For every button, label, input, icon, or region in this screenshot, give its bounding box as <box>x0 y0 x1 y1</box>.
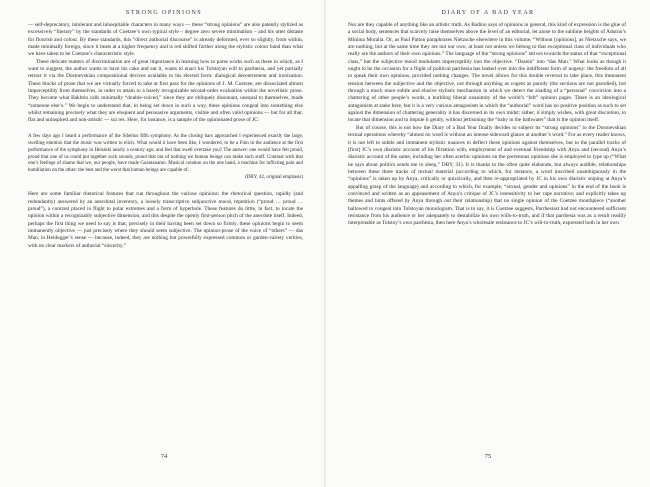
left-page <box>4 0 324 487</box>
paragraph: Nor are they capable of anything like an artistic truth. As Badiou says of opinions in general, this kind of expression is the glue of a social body, sentences that scarcely raise themselves above the level of an editorial, let alone to the sublime heights of Adorno’s Minima Moralia. Or, as Paul Patton paraphrases Nietzsche elsewhere in this volume, “Without [opinions], as Nietzsche says, we are nothing, but at the same time they are not our own, at least not unless we belong to that exceptional class of individuals who really are the authors of their own opinions.” The language of the “strong opinions” strives towards the status of that “exceptional class,” but the subjective mood modulates imperceptibly into the objective. “Dasein” into “das Man.” What looks as though it ought to be the occasion for a flight of political parrhesia has leaked over into the indifferent form of nogeny: the freedom of all to speak their own opinions, provided nothing changes. The novel allows for this double reversal to take place, this immanent tension between the subjective and the objective, not through anything as cogent as parody (the sections are not parodied), but through a much more subtle and elusive stylistic mechanism in which we detect the shading of a “personal” conviction into a chattering of other people’s words, a burbling liberal unanimity of the world’s “left” opinion pages. There is an ideological antagonism at stake here, but it is a very curious antagonism in which the “authorial” word has no positive position as such to set against the dimension of chattering generality it has discerned in its own midst; rather, it simply wishes, with great discretion, to locate that dimension and to impute it gently, without jettisoning the “baby in the bathwater” that is the opinion itself. <box>348 22 626 124</box>
page-number-right: 75 <box>484 453 492 460</box>
right-page-body <box>348 22 626 228</box>
running-head-right: DIARY OF A BAD YEAR <box>441 9 535 16</box>
running-head-left: STRONG OPINIONS <box>125 9 203 16</box>
paragraph: Here are some familiar rhetorical features that run throughout the various opinions: the rhetorical question, rapidly (and redundantly) answered by an anecdotal inventory, a loosely transcriptive subjunctive mood, repetition (“proud … proud … proud”), a contrast placed in flight to polar extremes and a form of hyperbole. These features do little, in fact, to locate the opinion within a recognizably subjective dimension, and this despite the openly first-person pitch of the anecdote itself. Indeed, perhaps the first thing we need to say is that, precisely in their having been set down so firmly, these opinions begin to seem immanently objective — just precisely where they should seem subjective. The opinion-prose of the voice of “others” — das Man, in Heidegger’s sense — because, indeed, they are nothing but powerfully expressed common or garden-variety verities, with no clear markers of authorial “sincerity.” <box>28 191 303 249</box>
block-quote-text: A few days ago I heard a performance of the Sibelius fifth symphony. As the closing bars approached I experienced exactly the large, swelling emotion that the music was written to elicit. What would it have been like, I wondered, to be a Finn in the audience at the first performance of the symphony in Helsinki nearly a century ago, and feel that swell overtake you? The answer: one would have felt proud, proud that one of us could put together such sounds, proud that out of nothing we human beings can make such stuff. Contrast with that one’s feelings of shame that we, our people, have made Guantanamo. Musical creation on the one hand, a machine for inflicting pain and humiliation on the other: the best and the worst that human beings are capable of. <box>28 133 303 174</box>
right-page <box>328 0 648 487</box>
gutter-shadow <box>324 0 326 487</box>
paragraph: These delicate matters of discrimination are of great importance in learning how to parse works such as these in which, as I want to suggest, the author wants to have his cake and eat it, wants to enact his Tolstoyan will to parrhesia, and yet partially retract it via the Dostoevskian compositional devices available to his elected form: dialogical decentrement and ironization. These blocks of prose that we are virtually forced to take at first pass for the opinions of J. M. Coetzee, are dissociated almost imperceptibly from themselves, in order to attain to a barely recognizable second-order evaluation within the novelistic prose. They become what Bakhtin calls minimally “double-voiced,” since they are obliquely dissonant, unequal to themselves, made “someone else’s.” We begin to understand that, in being set down in such a way, these opinions congeal into something else whilst remaining precisely what they are eloquent and persuasive arguments, visible and often valid opinions — but for all that, flat and uninspired and non-artistic — sui res. Here, for instance, is a sample of the opinionated prose of JC: <box>28 58 303 124</box>
paragraph: — self-deprecatory, intolerant and inhospitable characters in many ways — these “strong opinions” are also patently stylized as excessively “literary” by the standards of Coetzee’s own typical style – degree zero severe minimalism – and his utter distaste for flourish and colour. By these standards, this “direct authorial discourse” is already deformed, ever so slightly, from within, made minimally foreign, since it beats at a higher frequency and is red shifted further along the stylistic colour band than what we have taken to be Coetzee’s characteristic style. <box>28 22 303 58</box>
block-quote-citation: (DBY, 42, original emphasis) <box>245 175 303 181</box>
left-page-body <box>28 22 303 250</box>
paragraph: But of course, this is not how the Diary of a Bad Year finally decides to subject its “strong opinions” to the Dostoevskian textual operations whereby “almost no word is without an intense sideward glance at another’s word.” For as every reader knows, it is not left to subtle and immanent stylistic nuances to deflect these opinions against themselves, but to the parallel tracks of [first] JC’s own diaristic account of his flirtation with, employment of and eventual friendship with Anya and (second) Anya’s diaristic account of the same, including her often acerbic opinions on the portentous opinions she is employed to type up (“What he says about politics sends me to sleep,” DBY, 31). It is thanks to the often quite elaborate, but always audible, relationships between these three tracks of textual material (according to which, for instance, a word inscribed unambiguously in the “opinions” is taken up by Anya, critically or quizzically, and then re-appropriated by JC in his own diaristic sniping at Anya’s appalling grasp of the language) and according to which, for example, “sexual, gender and opinions” in the end of the book is convinced and written as an appeasement of Anya’s critique of JC’s insensitivity to her rape narrative; and explicitly takes up themes and hints offered by Anya through out their relationship) that no single opinion of the Coetzee mouthpiece (“another hallowed to congeal into Tolstoyan monologism. That is to say, it is Coetzee suggests, Parrhesiast had not encountered sufficient resistance from his audience or her adequately to destabilize his own wills-to-truth, and if that parrhesia was as a result readily interpretable as Tolstoy’s own parrhesia, then here Anya’s wholesale resistance to JC’s will-to-truth, expressed both in her own <box>348 124 626 227</box>
page-number-left: 74 <box>160 453 168 460</box>
block-quote <box>28 134 303 182</box>
